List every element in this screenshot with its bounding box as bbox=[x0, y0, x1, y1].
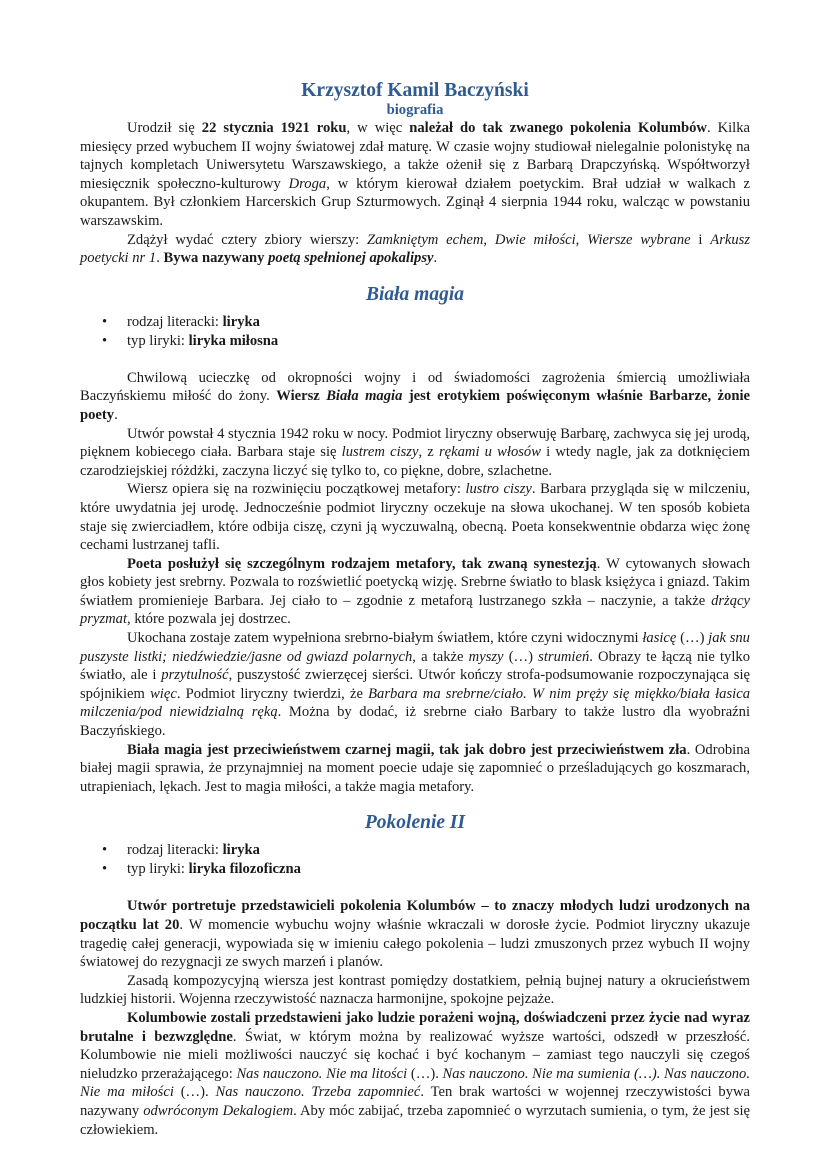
text-run: Nas nauczono. Trzeba zapomnieć bbox=[215, 1084, 421, 1101]
text-run: strumień bbox=[538, 648, 590, 665]
text-run: Arkusz poetycki nr 1 bbox=[80, 231, 751, 267]
section1-paragraph bbox=[80, 480, 750, 554]
text-run: . Ten brak wartości w wojennej rzeczywistości bywa nazywany bbox=[80, 1084, 751, 1119]
text-run: myszy bbox=[468, 648, 504, 665]
section2-paragraph bbox=[80, 972, 750, 1009]
text-run: Nas nauczono. Nie ma sumienia (…). Nas nauczono. Nie ma miłości bbox=[80, 1065, 750, 1101]
section1-paragraph bbox=[80, 629, 750, 741]
text-run: Chwilową ucieczkę od okropności wojny i od świadomości zagrożenia śmiercią umożliwiała Baczyńskiemu miłość do żony. bbox=[80, 369, 750, 405]
text-run: Biała magia jest przeciwieństwem czarnej magii, tak jak dobro jest przeciwieństwem zła bbox=[127, 741, 687, 758]
text-run: drżący pryzmat bbox=[80, 592, 750, 628]
spacer bbox=[80, 351, 750, 369]
text-run: (…). bbox=[407, 1065, 443, 1082]
bullet-item bbox=[80, 313, 750, 332]
text-run: (…) bbox=[676, 630, 709, 647]
text-run: . Barbara przygląda się w milczeniu, które uwydatnia jej urodę. Jednocześnie podmiot liryczny oczekuje na słowa ukochanej. W ten sposób kobieta staje się zwierciadłem, które odbija ciszę, czyni ją wyczuwalną, obecną. Poeta konsekwentnie obdarza więc żonę cechami lustrzanej tafli. bbox=[80, 481, 750, 554]
text-run: rękami u włosów bbox=[438, 444, 541, 461]
text-run: . W momencie wybuchu wojny właśnie wkraczali w dorosłe życie. Podmiot liryczny ukazuje tragedię całej generacji, wypowiada się w imieniu całego pokolenia – ludzi zmuszonych przez wybuch II wojny światowej do rezygnacji ze swych marzeń i planów. bbox=[80, 917, 750, 971]
document-content bbox=[80, 80, 750, 1139]
text-run: Wiersz opiera się na rozwinięciu początkowej metafory: bbox=[127, 481, 466, 498]
section1-paragraph bbox=[80, 555, 750, 629]
section2-paragraph bbox=[80, 1009, 750, 1139]
text-run: 22 stycznia 1921 roku bbox=[201, 120, 347, 136]
section1-paragraph bbox=[80, 741, 750, 797]
document-subtitle: biografia bbox=[386, 102, 444, 118]
bullet-value: liryka filozoficzna bbox=[188, 861, 301, 878]
text-run: Biała magia bbox=[326, 388, 403, 405]
section-heading-pokolenie-ii: Pokolenie II bbox=[364, 812, 466, 834]
text-run: Urodził się bbox=[127, 120, 202, 136]
text-run: , w więc bbox=[346, 120, 410, 136]
bullet-item bbox=[80, 841, 750, 860]
text-run: . Podmiot liryczny twierdzi, że bbox=[176, 685, 369, 702]
text-run: jak snu puszyste listki; niedźwiedzie/jasne od gwiazd polarnych bbox=[80, 630, 750, 665]
text-run: . Można by dodać, iż srebrne ciało Barbary to także lustro dla wyobraźni Baczyńskiego. bbox=[80, 704, 751, 740]
text-run: Utwór powstał 4 stycznia 1942 roku w nocy. Podmiot liryczny obserwuję Barbarę, zachwyca się jej urodą, pięknem kobiecego ciała. Barbara staje się bbox=[80, 425, 750, 461]
text-run: Droga bbox=[288, 175, 327, 192]
text-run: Dwie miłości bbox=[494, 231, 576, 248]
section1-bullet-list bbox=[80, 313, 750, 351]
bullet-value: liryka bbox=[222, 842, 260, 859]
text-run: łasicę bbox=[642, 630, 677, 647]
text-run: Poeta posłużył się szczególnym rodzajem metafory, tak zwaną synestezją bbox=[127, 555, 597, 572]
text-run: jest erotykiem poświęconym właśnie Barbarze, żonie poety bbox=[80, 388, 750, 423]
spacer bbox=[80, 879, 750, 897]
section1-paragraph bbox=[80, 425, 750, 481]
document-title: Krzysztof Kamil Baczyński bbox=[301, 80, 529, 101]
text-run: Zdążył wydać cztery zbiory wierszy: bbox=[127, 231, 368, 248]
text-run: . Świat, w którym można by realizować wyższe wartości, odszedł w przeszłość. Kolumbowie nie mieli możliwości nauczyć się kochać i być kochanym – zamiast tego nauczyli się czegoś nieludzko przerażającego: bbox=[80, 1028, 750, 1082]
bullet-value: liryka bbox=[222, 313, 260, 330]
section-heading-biala-magia: Biała magia bbox=[365, 283, 465, 305]
text-run: Kolumbowie zostali przedstawieni jako ludzie porażeni wojną, doświadczeni przez życie nad wyraz brutalne i bezwzględne bbox=[80, 1009, 750, 1045]
text-run: Wiersz bbox=[276, 388, 327, 405]
text-run: Barbara ma srebrne/ciało. W nim pręży się miękko/biała łasica milczenia/pod niewidzialną ręką bbox=[80, 685, 750, 721]
bullet-item bbox=[80, 860, 750, 879]
bullet-icon: • bbox=[102, 861, 108, 878]
bullet-icon: • bbox=[102, 332, 108, 349]
text-run: . Aby móc zabijać, trzeba zapomnieć o wyrzutach sumienia, o tym, że jest się człowiekiem. bbox=[80, 1102, 750, 1138]
text-run: . Kilka miesięcy przed wybuchem II wojny światowej zdał maturę. W czasie wojny studiował nielegalnie polonistykę na tajnych kompletach Uniwersytetu Warszawskiego, a także ożenił się z Barbarą Drapczyńską. Współtworzył miesięcznik społeczno-kulturowy bbox=[80, 120, 750, 192]
bullet-label: rodzaj literacki: bbox=[127, 842, 223, 859]
text-run: , a także bbox=[412, 648, 469, 665]
text-run: Utwór portretuje przedstawicieli pokolenia Kolumbów – to znaczy młodych ludzi urodzonych na początku lat 20 bbox=[80, 898, 750, 933]
text-run: należał do tak zwanego pokolenia Kolumbów bbox=[409, 120, 707, 136]
section2-bullet-list bbox=[80, 841, 750, 879]
text-run: lustrem ciszy bbox=[341, 444, 419, 461]
text-run: (…) bbox=[503, 648, 539, 665]
text-run: i bbox=[690, 231, 711, 248]
text-run: i wtedy nagle, jak za dotknięciem czarodziejskiej różdżki, zaczyna liczyć się tylko to, co piękne, dobre, szlachetne. bbox=[80, 444, 750, 479]
bullet-label: rodzaj literacki: bbox=[127, 313, 223, 330]
bullet-label: typ liryki: bbox=[127, 332, 189, 349]
text-run: Zasadą kompozycyjną wiersza jest kontrast pomiędzy dostatkiem, pełnią bujnej natury a okrucieństwem ludzkiej historii. Wojenna rzeczywistość naznacza harmonijne, spokojne pejzaże. bbox=[80, 972, 750, 1008]
text-run: . bbox=[156, 250, 164, 267]
text-run: . bbox=[114, 406, 118, 423]
text-run: , które pozwala jej dostrzec. bbox=[127, 611, 291, 628]
text-run: Wiersze wybrane bbox=[587, 231, 691, 248]
text-run: , puszystość zwierzęcej sierści. Utwór kończy strofa-podsumowanie rozpoczynająca się spójnikiem bbox=[80, 667, 750, 702]
text-run: . Obrazy te łączą nie tylko światło, ale i bbox=[80, 648, 750, 684]
text-run: Bywa nazywany bbox=[163, 250, 269, 267]
text-run: Nas nauczono. Nie ma litości bbox=[236, 1065, 408, 1082]
text-run: . W cytowanych słowach głos kobiety jest srebrny. Pozwala to rozświetlić poetycką wizję. Srebrne światło to blask księżyca i gniazd. Takim światłem promienieje Barbara. Jej ciało to – zgodnie z metaforą lustrzanego szkła – naczynie, a także bbox=[80, 555, 750, 609]
text-run: lustro ciszy bbox=[465, 481, 532, 498]
text-run: więc bbox=[150, 685, 177, 702]
text-run: przytulność bbox=[161, 667, 229, 684]
text-run: . bbox=[433, 250, 438, 267]
text-run: odwróconym Dekalogiem bbox=[143, 1102, 294, 1119]
text-run: . Odrobina białej magii sprawia, że przynajmniej na moment poecie udaje się zapomnieć o prześladujących go koszmarach, utrapieniach, lękach. Jest to magia miłości, a także magia metafory. bbox=[80, 741, 751, 795]
text-run: poetą spełnionej apokalipsy bbox=[268, 250, 434, 267]
bullet-label: typ liryki: bbox=[127, 861, 189, 878]
text-run: , w którym kierował działem poetyckim. Brał udział w walkach z okupantem. Był członkiem Harcerskich Grup Szturmowych. Zginął 4 sierpnia 1944 roku, walcząc w powstaniu warszawskim. bbox=[80, 175, 751, 229]
text-run: , bbox=[575, 231, 588, 248]
bio-paragraph bbox=[80, 119, 750, 231]
section1-paragraph bbox=[80, 369, 750, 425]
text-run: Ukochana zostaje zatem wypełniona srebrno-białym światłem, które czyni widocznymi bbox=[127, 630, 643, 647]
bullet-value: liryka miłosna bbox=[188, 332, 279, 349]
text-run: , bbox=[483, 231, 495, 248]
bullet-icon: • bbox=[102, 842, 108, 859]
section2-paragraph bbox=[80, 897, 750, 971]
text-run: Zamkniętym echem bbox=[367, 231, 484, 248]
bullet-icon: • bbox=[102, 313, 108, 330]
bullet-item bbox=[80, 332, 750, 351]
text-run: , z bbox=[418, 444, 439, 461]
text-run: (…). bbox=[173, 1084, 216, 1101]
bio-paragraph bbox=[80, 231, 750, 268]
